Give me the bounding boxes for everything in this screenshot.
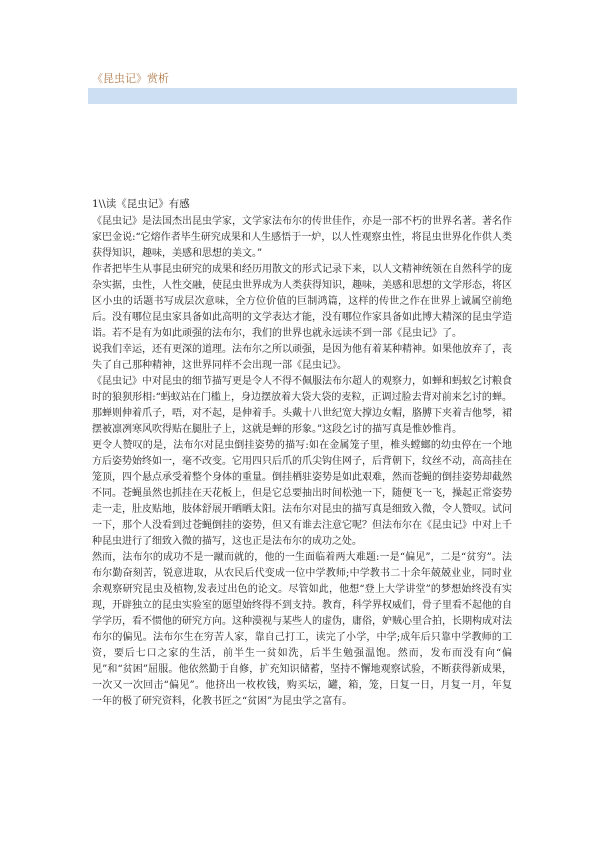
paragraph: 然而，法布尔的成功不是一蹴而就的，他的一生面临着两大难题:一是“偏见”，二是“贫穷”。法布尔勤奋刻苦，锐意进取，从农民后代变成一位中学教师;中学教书二十余年兢兢业业，同时业余观察研究昆虫及植物,发表过出色的论文。尽管如此，他想“登上大学讲堂”的梦想始终没有实现，开辟独立的昆虫实验室的愿望始终得不到支持。教育，科学界权威们，骨子里看不起他的自学学历，看不惯他的研究方向。这种漠视与某些人的虚伪，庸俗，妒贼心里合拍，长期构成对法布尔的偏见。法布尔生在穷苦人家，靠自己打工，读完了小学，中学;成年后只靠中学教师的工资，要后七口之家的生活，前半生一贫如洗，后半生勉强温饱。然而，发布而没有向“偏见”和“贫困”屈服。他依然勤于自修，扩充知识储蓄，坚持不懈地观察试验，不断获得新成果，一次又一次回击“偏见”。他挤出一枚枚钱，购买坛，罐，箱，笼，日复一日，月复一月，年复一年的极了研究资料，化教书匠之“贫困”为昆虫学之富有。 bbox=[92, 552, 512, 707]
section-heading: 1\\读《昆虫记》有感 bbox=[92, 198, 190, 210]
article-body bbox=[92, 214, 512, 710]
paragraph: 说我们幸运，还有更深的道理。法布尔之所以顽强，是因为他有着某种精神。如果他放弃了，丧失了自己那种精神，这世界同样不会出现一部《昆虫记》。 bbox=[92, 344, 512, 371]
paragraph: 《昆虫记》中对昆虫的细节描写更是令人不得不佩服法布尔超人的观察力，如蝉和蚂蚁乞讨粮食时的狼狈形相:“蚂蚁站在门槛上，身边摆放着大袋大袋的麦粒，正调过脸去背对前来乞讨的蝉。那蝉则伸着爪子，唔，对不起，是伸着手。头戴十八世纪宽大撑边女帽，胳膊下夹着吉他琴，裙摆被凛冽寒风吹得贴在腿肚子上，这就是蝉的形象。”这段乞讨的描写真是惟妙惟肖。 bbox=[92, 376, 512, 435]
title-bar bbox=[88, 88, 517, 104]
page-title: 《昆虫记》赏析 bbox=[92, 72, 169, 85]
paragraph: 《昆虫记》是法国杰出昆虫学家，文学家法布尔的传世佳作，亦是一部不朽的世界名著。著名作家巴金说:“它熔作者毕生研究成果和人生感悟于一炉，以人性观察虫性，将昆虫世界化作供人类获得知识，趣味，美感和思想的美文。” bbox=[92, 216, 512, 259]
paragraph: 更令人赞叹的是，法布尔对昆虫倒挂姿势的描写:如在金属笼子里，椎头螳螂的幼虫停在一个地方后姿势始终如一，毫不改变。它用四只后爪的爪尖钩住网子，后背朝下，纹丝不动，高高挂在笼顶，四个悬点承受着整个身体的重量。倒挂栖驻姿势是如此艰难，然而苍蝇的倒挂姿势却截然不同。苍蝇虽然也抓挂在天花板上，但是它总要抽出时间松弛一下，随便飞一飞，操起正常姿势走一走，肚皮贴地，肢体舒展开晒晒太阳。法布尔对昆虫的描写真是细致入微，令人赞叹。试问一下，那个人没看到过苍蝇倒挂的姿势，但又有谁去注意它呢？但法布尔在《昆虫记》中对上千种昆虫进行了细致入微的描写，这也正是法布尔的成功之处。 bbox=[92, 440, 512, 547]
paragraph: 作者把毕生从事昆虫研究的成果和经历用散文的形式记录下来，以人文精神统领在自然科学的庞杂实据，虫性，人性交融，使昆虫世界成为人类获得知识，趣味，美感和思想的文学形态，将区区小虫的话题书写成层次意味，全方位价值的巨制鸿篇，这样的传世之作在世界上诚属空前绝后。没有哪位昆虫家具备如此高明的文学表达才能，没有哪位作家具备如此博大精深的昆虫学造诣。若不是有为如此顽强的法布尔，我们的世界也就永远读不到一部《昆虫记》了。 bbox=[92, 264, 512, 339]
